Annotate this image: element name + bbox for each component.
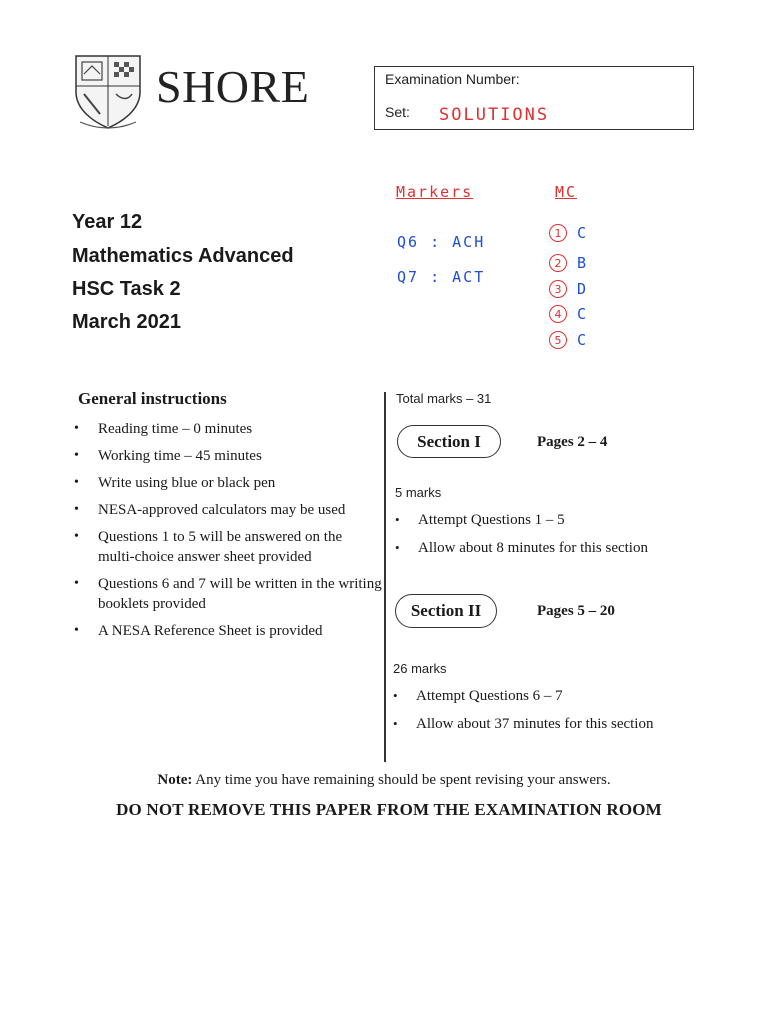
list-item: • Questions 6 and 7 will be written in the writing booklets provided	[74, 574, 382, 614]
exam-number-label: Examination Number:	[385, 71, 520, 87]
subject-title: Mathematics Advanced	[72, 245, 294, 267]
mc-question-number: 1	[549, 224, 567, 242]
section-1-marks: 5 marks	[395, 485, 442, 500]
mc-question-number: 3	[549, 280, 567, 298]
section-2-marks: 26 marks	[393, 661, 447, 676]
mc-answer-row	[549, 329, 586, 351]
list-item: • A NESA Reference Sheet is provided	[74, 621, 382, 641]
year-title: Year 12	[72, 211, 143, 233]
total-marks: Total marks – 31	[396, 391, 492, 406]
list-item: • Attempt Questions 1 – 5	[395, 510, 695, 530]
note-text: Any time you have remaining should be spent revising your answers.	[192, 772, 611, 788]
mc-question-number: 5	[549, 331, 567, 349]
mc-answer: C	[577, 331, 587, 349]
list-item: • Working time – 45 minutes	[74, 446, 382, 466]
marker-q6: Q6 : ACH	[397, 233, 486, 251]
mc-answer: C	[577, 224, 587, 242]
section-1-list	[395, 510, 695, 566]
mc-answer-row	[549, 303, 586, 325]
list-item: • Questions 1 to 5 will be answered on the multi-choice answer sheet provided	[74, 527, 382, 567]
general-instructions-heading: General instructions	[78, 389, 227, 408]
set-value-handwritten: SOLUTIONS	[439, 105, 550, 125]
mc-answer: D	[577, 280, 587, 298]
list-item: • Allow about 37 minutes for this section	[393, 714, 693, 734]
mc-answer-row	[549, 222, 586, 244]
section-2-list	[393, 686, 693, 742]
column-divider	[384, 392, 386, 762]
markers-heading: Markers	[396, 183, 474, 201]
section-1-pages: Pages 2 – 4	[537, 434, 608, 450]
date-title: March 2021	[72, 311, 181, 333]
mc-answer-row	[549, 278, 586, 300]
mc-question-number: 4	[549, 305, 567, 323]
set-label: Set:	[385, 104, 410, 120]
marker-q7: Q7 : ACT	[397, 268, 486, 286]
list-item: • Write using blue or black pen	[74, 473, 382, 493]
task-title: HSC Task 2	[72, 278, 181, 300]
list-item: • Allow about 8 minutes for this section	[395, 538, 695, 558]
list-item: • Reading time – 0 minutes	[74, 419, 382, 439]
mc-answer: C	[577, 305, 587, 323]
mc-question-number: 2	[549, 254, 567, 272]
note-label: Note:	[157, 772, 193, 788]
list-item: • NESA-approved calculators may be used	[74, 500, 382, 520]
removal-warning: DO NOT REMOVE THIS PAPER FROM THE EXAMINATION ROOM	[116, 800, 662, 819]
mc-answer-row	[549, 252, 586, 274]
school-crest-icon	[70, 52, 146, 130]
exam-info-box	[374, 66, 694, 130]
mc-heading: MC	[555, 183, 578, 201]
mc-answer: B	[577, 254, 587, 272]
list-item: • Attempt Questions 6 – 7	[393, 686, 693, 706]
section-2-pages: Pages 5 – 20	[537, 603, 615, 619]
footer-note	[0, 772, 768, 789]
section-1-badge: Section I	[397, 425, 501, 458]
school-name: SHORE	[156, 61, 310, 112]
section-2-badge: Section II	[395, 594, 497, 628]
general-instructions-list	[74, 419, 382, 648]
